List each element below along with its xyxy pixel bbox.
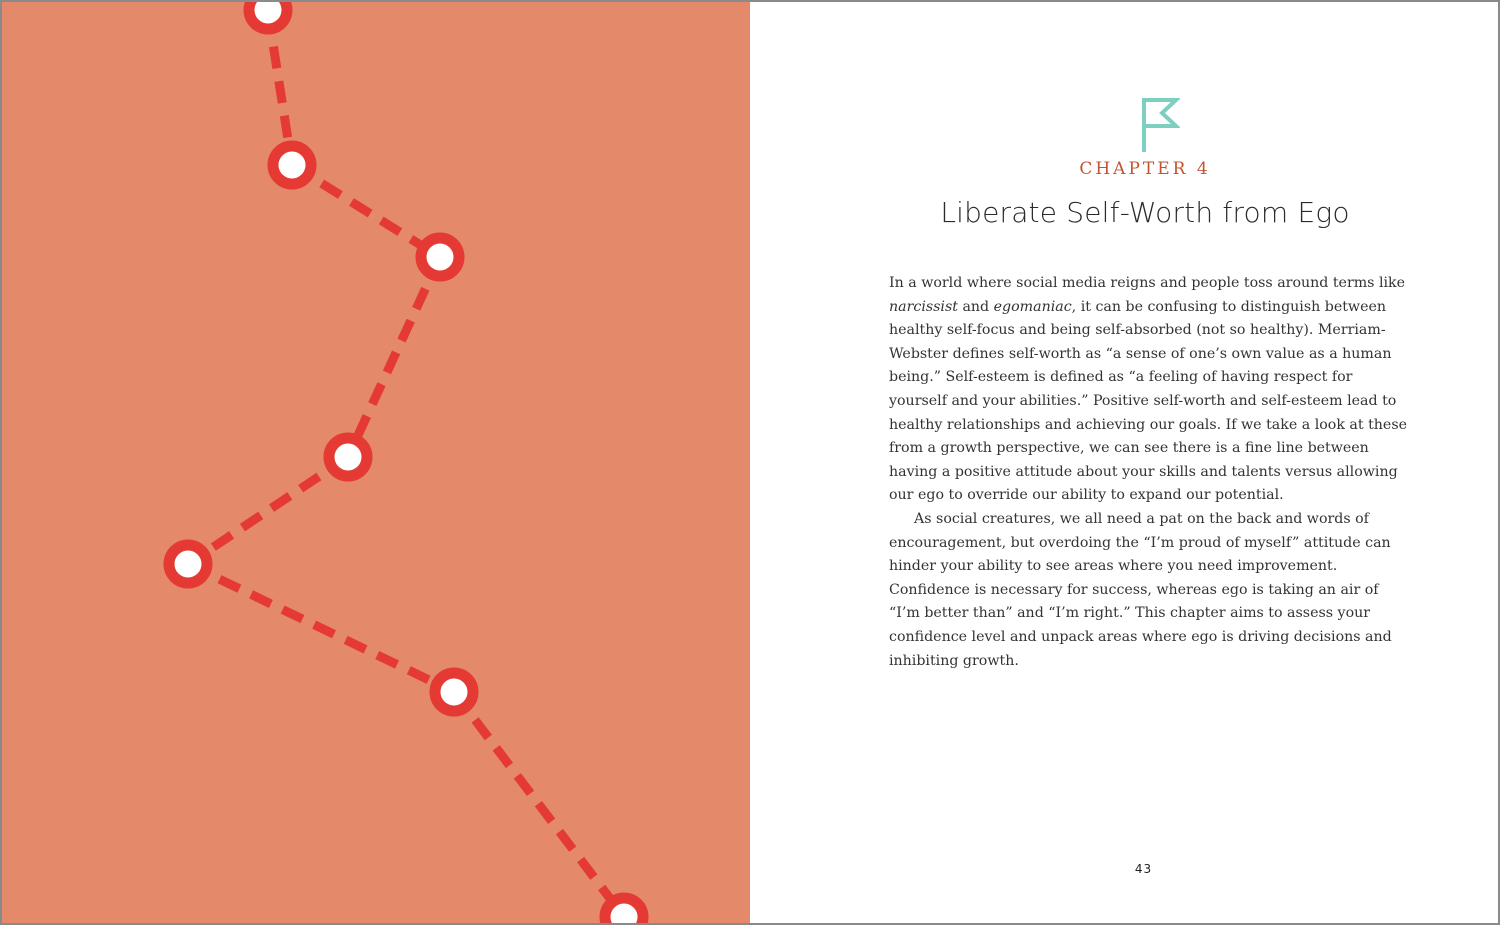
path-node [605, 898, 643, 925]
path-segment [292, 165, 440, 257]
emphasis-term: narcissist [889, 298, 958, 315]
chapter-label: CHAPTER 4 [1079, 159, 1211, 179]
paragraph-2: As social creatures, we all need a pat on the back and words of encouragement, but overdoing the “I’m proud of myself” attitude can hinder your ability to see areas where you need improvement. Confidence is necessary for success, whereas ego is taking an air of “I’m better than” and “I’m right.” This chapter aims to assess your confidence level and unpack areas where ego is driving decisions and inhibiting growth. [889, 510, 1392, 669]
path-segment [348, 257, 440, 457]
paragraph-text: , it can be confusing to distinguish between healthy self-focus and being self-absorbed (not so healthy). Merriam-Webster defines self-worth as “a sense of one’s own value as a human being.” Self-esteem is defined as “a feeling of having respect for yourself and your abilities.” Positive self-worth and self-esteem lead to healthy relationships and achieving our goals. If we take a look at these from a growth perspective, we can see there is a fine line between having a positive attitude about your skills and talents versus allowing our ego to override our ability to expand our potential. [889, 298, 1408, 504]
path-segment [188, 564, 454, 692]
path-node [169, 545, 207, 583]
paragraph-1 [889, 272, 1409, 508]
dashed-path-illustration [2, 2, 750, 925]
emphasis-term: egomaniac [993, 298, 1072, 315]
path-segment [454, 692, 624, 917]
illustration-page [2, 2, 750, 925]
page-number: 43 [1134, 862, 1153, 876]
path-segment [188, 457, 348, 564]
path-node [273, 146, 311, 184]
text-page [750, 2, 1500, 925]
chapter-title: Liberate Self-Worth from Ego [940, 196, 1350, 229]
body-text [889, 272, 1409, 673]
path-node [249, 2, 287, 29]
flag-icon [1140, 96, 1180, 154]
path-node [329, 438, 367, 476]
paragraph-text: In a world where social media reigns and people toss around terms like [889, 275, 1406, 291]
path-node [421, 238, 459, 276]
paragraph-text: and [957, 298, 994, 315]
path-node [435, 673, 473, 711]
